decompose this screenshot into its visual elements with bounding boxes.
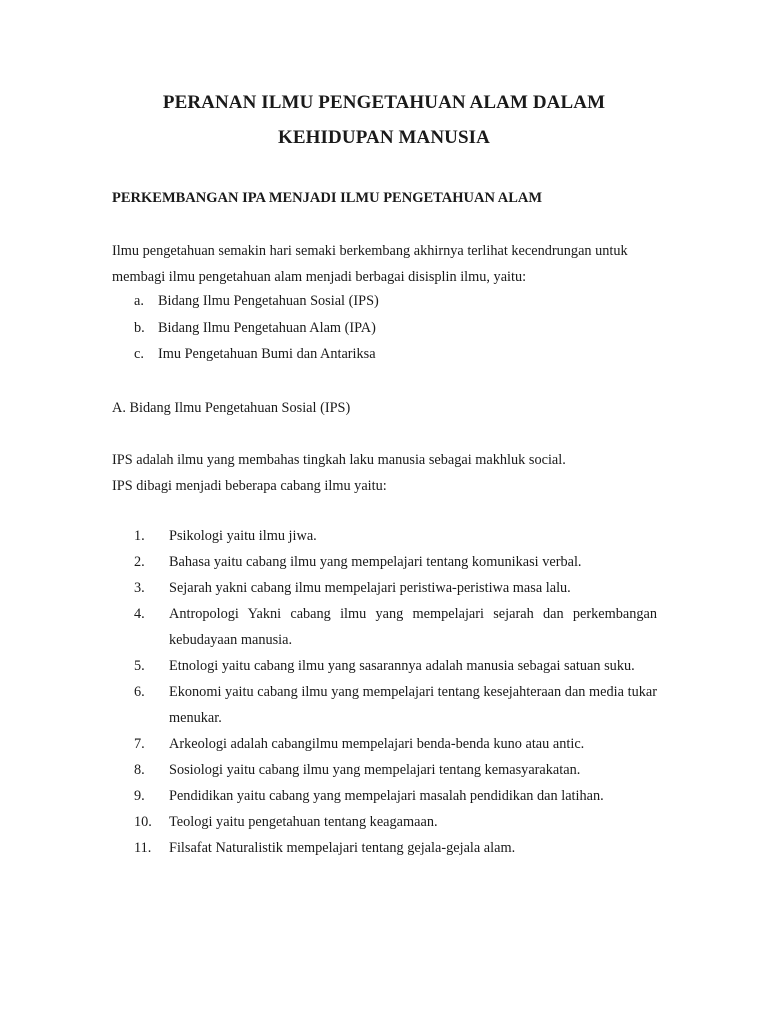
list-marker: b. xyxy=(134,319,145,336)
list-item xyxy=(112,653,657,679)
list-number: 8. xyxy=(134,762,145,778)
list-item-text: Sosiologi yaitu cabang ilmu yang mempelajari tentang kemasyarakatan. xyxy=(169,762,581,778)
list-item-text: Bahasa yaitu cabang ilmu yang mempelajari tentang komunikasi verbal. xyxy=(169,554,582,570)
document-title-line-2: KEHIDUPAN MANUSIA xyxy=(278,127,490,148)
subsection-heading: A. Bidang Ilmu Pengetahuan Sosial (IPS) xyxy=(112,400,351,416)
list-number: 5. xyxy=(134,658,145,674)
list-number: 1. xyxy=(134,528,145,544)
list-item-text: Bidang Ilmu Pengetahuan Alam (IPA) xyxy=(158,319,376,336)
list-item xyxy=(112,601,657,653)
list-item xyxy=(112,679,657,731)
list-item xyxy=(112,549,657,575)
list-item xyxy=(112,835,657,861)
list-item-text: Ekonomi yaitu cabang ilmu yang mempelajari tentang kesejahteraan dan media tukar menukar. xyxy=(169,684,657,726)
ips-definition: IPS adalah ilmu yang membahas tingkah laku manusia sebagai makhluk social. xyxy=(112,452,566,468)
list-number: 7. xyxy=(134,736,145,752)
list-item xyxy=(112,341,657,368)
list-item xyxy=(112,731,657,757)
list-number: 9. xyxy=(134,788,145,804)
list-item-text: Bidang Ilmu Pengetahuan Sosial (IPS) xyxy=(158,293,379,309)
intro-paragraph: Ilmu pengetahuan semakin hari semaki berkembang akhirnya terlihat kecendrungan untuk membagi ilmu pengetahuan alam menjadi berbagai disisplin ilmu, yaitu: xyxy=(112,243,628,285)
list-marker: a. xyxy=(134,293,144,309)
list-item xyxy=(112,315,657,342)
document-title-line-1: PERANAN ILMU PENGETAHUAN ALAM DALAM xyxy=(162,92,606,113)
list-item-text: Antropologi Yakni cabang ilmu yang mempelajari sejarah dan perkembangan kebudayaan manusia. xyxy=(169,606,657,648)
list-number: 11. xyxy=(134,840,152,856)
list-item xyxy=(112,288,657,315)
list-item xyxy=(112,809,657,835)
list-number: 4. xyxy=(134,606,145,622)
list-item-text: Imu Pengetahuan Bumi dan Antariksa xyxy=(158,346,376,362)
list-item xyxy=(112,757,657,783)
list-item xyxy=(112,523,657,549)
list-item xyxy=(112,575,657,601)
list-item-text: Teologi yaitu pengetahuan tentang keagamaan. xyxy=(169,814,438,830)
ips-branches-list xyxy=(112,523,657,861)
list-marker: c. xyxy=(134,346,144,362)
list-number: 2. xyxy=(134,554,145,570)
list-item-text: Sejarah yakni cabang ilmu mempelajari peristiwa-peristiwa masa lalu. xyxy=(169,580,571,596)
list-number: 6. xyxy=(134,684,145,700)
ips-definition-block xyxy=(112,447,657,499)
list-item-text: Psikologi yaitu ilmu jiwa. xyxy=(169,528,317,544)
list-item-text: Arkeologi adalah cabangilmu mempelajari benda-benda kuno atau antic. xyxy=(169,736,585,752)
list-number: 3. xyxy=(134,580,145,596)
discipline-list xyxy=(112,288,657,368)
list-item-text: Filsafat Naturalistik mempelajari tentang gejala-gejala alam. xyxy=(169,840,516,856)
list-number: 10. xyxy=(134,814,152,830)
list-item-text: Etnologi yaitu cabang ilmu yang sasarannya adalah manusia sebagai satuan suku. xyxy=(169,658,635,674)
list-item-text: Pendidikan yaitu cabang yang mempelajari masalah pendidikan dan latihan. xyxy=(169,788,604,804)
section-heading: PERKEMBANGAN IPA MENJADI ILMU PENGETAHUAN ALAM xyxy=(112,190,543,206)
list-item xyxy=(112,783,657,809)
ips-branches-intro: IPS dibagi menjadi beberapa cabang ilmu yaitu: xyxy=(112,478,387,494)
